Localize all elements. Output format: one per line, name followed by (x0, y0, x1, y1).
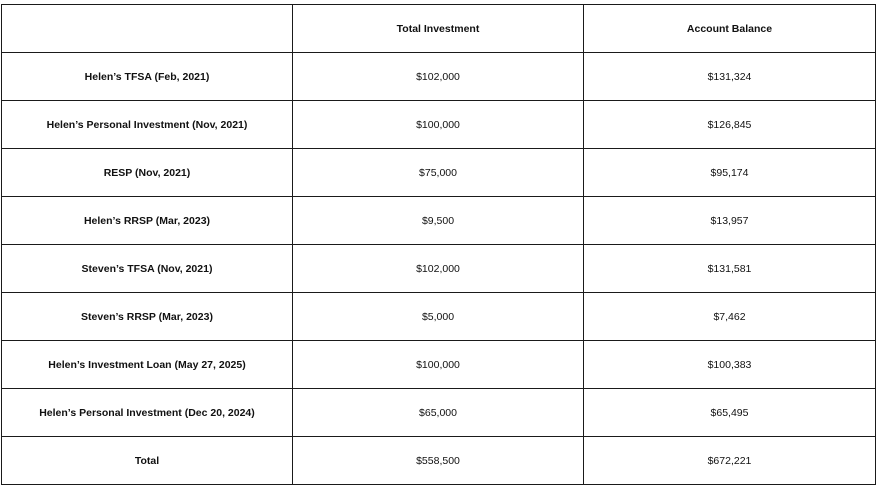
row-balance: $7,462 (584, 293, 876, 341)
row-investment: $65,000 (293, 389, 584, 437)
row-label: Steven’s TFSA (Nov, 2021) (2, 245, 293, 293)
table-row (2, 245, 876, 293)
row-balance: $65,495 (584, 389, 876, 437)
row-balance: $131,581 (584, 245, 876, 293)
row-balance: $13,957 (584, 197, 876, 245)
table-row (2, 389, 876, 437)
row-label: Helen’s TFSA (Feb, 2021) (2, 53, 293, 101)
investment-table-container (1, 4, 875, 485)
row-label: Steven’s RRSP (Mar, 2023) (2, 293, 293, 341)
header-account-balance: Account Balance (584, 5, 876, 53)
investment-table (1, 4, 876, 485)
table-row (2, 293, 876, 341)
table-row (2, 149, 876, 197)
row-balance: $95,174 (584, 149, 876, 197)
row-investment: $100,000 (293, 341, 584, 389)
row-label: Helen’s Investment Loan (May 27, 2025) (2, 341, 293, 389)
table-row (2, 197, 876, 245)
table-header-row (2, 5, 876, 53)
total-row (2, 437, 876, 485)
table-row (2, 341, 876, 389)
total-balance: $672,221 (584, 437, 876, 485)
row-label: Helen’s Personal Investment (Dec 20, 2024) (2, 389, 293, 437)
row-investment: $9,500 (293, 197, 584, 245)
row-investment: $100,000 (293, 101, 584, 149)
header-total-investment: Total Investment (293, 5, 584, 53)
header-account (2, 5, 293, 53)
table-row (2, 53, 876, 101)
table-row (2, 101, 876, 149)
row-label: Helen’s Personal Investment (Nov, 2021) (2, 101, 293, 149)
row-balance: $100,383 (584, 341, 876, 389)
row-investment: $102,000 (293, 245, 584, 293)
row-label: RESP (Nov, 2021) (2, 149, 293, 197)
row-label: Helen’s RRSP (Mar, 2023) (2, 197, 293, 245)
row-investment: $75,000 (293, 149, 584, 197)
row-balance: $126,845 (584, 101, 876, 149)
row-investment: $5,000 (293, 293, 584, 341)
total-label: Total (2, 437, 293, 485)
row-balance: $131,324 (584, 53, 876, 101)
total-investment: $558,500 (293, 437, 584, 485)
row-investment: $102,000 (293, 53, 584, 101)
